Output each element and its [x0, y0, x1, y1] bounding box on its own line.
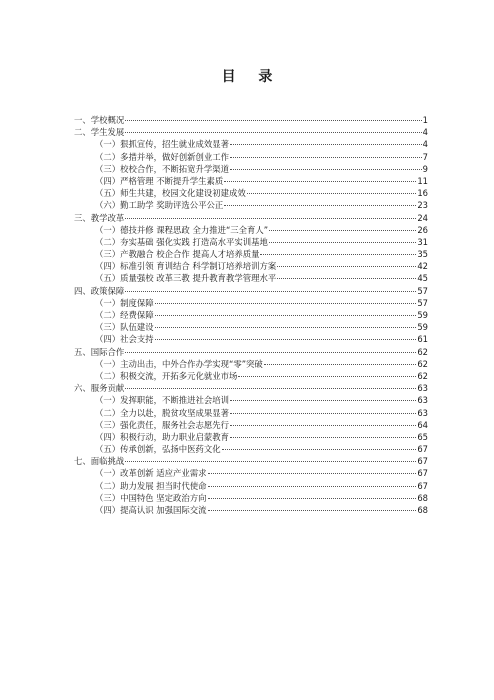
- toc-dot-leader: [125, 120, 421, 121]
- table-of-contents: [74, 114, 428, 516]
- toc-page-number: 65: [417, 431, 428, 442]
- toc-dot-leader: [224, 205, 416, 206]
- toc-page-number: 57: [417, 285, 428, 296]
- toc-subsection-entry[interactable]: [74, 224, 428, 236]
- toc-subsection-entry[interactable]: [74, 467, 428, 479]
- toc-subsection-entry[interactable]: [74, 175, 428, 187]
- toc-page-number: 45: [417, 273, 428, 284]
- toc-entry-label: （四）社会支持: [95, 334, 154, 345]
- toc-dot-leader: [224, 181, 416, 182]
- toc-dot-leader: [155, 303, 417, 304]
- toc-entry-label: （一）狠抓宣传，招生就业成效显著: [95, 139, 229, 150]
- toc-dot-leader: [230, 157, 422, 158]
- toc-entry-label: 二、学生发展: [74, 127, 125, 138]
- toc-subsection-entry[interactable]: [74, 297, 428, 309]
- toc-subsection-entry[interactable]: [74, 333, 428, 345]
- toc-dot-leader: [247, 193, 417, 194]
- toc-page-number: 61: [417, 334, 428, 345]
- toc-page-number: 1: [422, 115, 428, 125]
- toc-dot-leader: [277, 278, 416, 279]
- toc-subsection-entry[interactable]: [74, 504, 428, 516]
- toc-dot-leader: [208, 473, 417, 474]
- toc-page-number: 59: [417, 322, 428, 333]
- toc-page-number: 26: [417, 224, 428, 235]
- toc-entry-label: （三）中国特色 坚定政治方向: [95, 492, 207, 503]
- toc-entry-label: （二）经费保障: [95, 310, 154, 320]
- toc-entry-label: 六、服务贡献: [74, 383, 125, 394]
- toc-subsection-entry[interactable]: [74, 407, 428, 419]
- toc-page-number: 62: [417, 358, 428, 369]
- toc-page-number: 42: [417, 261, 428, 272]
- toc-page-number: 67: [417, 444, 428, 455]
- toc-entry-label: （三）队伍建设: [95, 322, 154, 333]
- toc-dot-leader: [155, 339, 417, 340]
- toc-page-number: 63: [417, 407, 428, 418]
- toc-entry-label: （一）德技并修 课程思政 全力推进“三全育人”: [95, 224, 269, 235]
- toc-dot-leader: [230, 425, 416, 426]
- toc-entry-label: （四）提高认识 加强国际交流: [95, 505, 207, 515]
- toc-entry-label: 一、学校概况: [74, 115, 125, 125]
- toc-entry-label: （四）积极行动，助力职业启蒙教育: [95, 431, 229, 442]
- toc-dot-leader: [155, 327, 417, 328]
- toc-subsection-entry[interactable]: [74, 272, 428, 284]
- toc-dot-leader: [230, 413, 416, 414]
- toc-dot-leader: [208, 498, 417, 499]
- toc-entry-label: （二）夯实基础 强化实践 打造高水平实训基地: [95, 236, 268, 247]
- toc-dot-leader: [238, 376, 416, 377]
- toc-subsection-entry[interactable]: [74, 260, 428, 272]
- toc-subsection-entry[interactable]: [74, 151, 428, 163]
- toc-dot-leader: [264, 364, 417, 365]
- toc-page-number: 63: [417, 395, 428, 406]
- toc-section-entry[interactable]: [74, 346, 428, 358]
- toc-entry-label: （五）传承创新，弘扬中医药文化: [95, 444, 221, 455]
- toc-page-number: 4: [422, 127, 428, 138]
- toc-entry-label: （四）标准引领 育训结合 科学制订培养培训方案: [95, 261, 277, 272]
- toc-dot-leader: [125, 388, 416, 389]
- toc-page-number: 31: [417, 236, 428, 247]
- toc-dot-leader: [230, 169, 422, 170]
- toc-section-entry[interactable]: [74, 382, 428, 394]
- toc-page-number: 64: [417, 419, 428, 430]
- toc-entry-label: （一）制度保障: [95, 297, 154, 308]
- toc-subsection-entry[interactable]: [74, 370, 428, 382]
- toc-page-number: 63: [417, 383, 428, 394]
- toc-dot-leader: [269, 230, 416, 231]
- toc-entry-label: 三、教学改革: [74, 212, 125, 223]
- toc-dot-leader: [125, 218, 416, 219]
- toc-subsection-entry[interactable]: [74, 309, 428, 321]
- toc-entry-label: （六）勤工助学 奖助评选公平公正: [95, 200, 224, 211]
- toc-page-number: 35: [417, 249, 428, 260]
- toc-page-number: 4: [422, 139, 428, 150]
- toc-section-entry[interactable]: [74, 285, 428, 297]
- toc-subsection-entry[interactable]: [74, 358, 428, 370]
- toc-subsection-entry[interactable]: [74, 492, 428, 504]
- toc-dot-leader: [125, 352, 416, 353]
- toc-subsection-entry[interactable]: [74, 419, 428, 431]
- toc-page-number: 68: [417, 505, 428, 515]
- toc-entry-label: 五、国际合作: [74, 346, 125, 357]
- toc-subsection-entry[interactable]: [74, 138, 428, 150]
- toc-entry-label: （五）师生共建，校园文化建设初建成效: [95, 188, 246, 199]
- toc-entry-label: 七、面临挑战: [74, 456, 125, 467]
- toc-page-number: 7: [422, 151, 428, 162]
- toc-dot-leader: [260, 254, 416, 255]
- toc-dot-leader: [155, 315, 417, 316]
- toc-entry-label: （三）强化责任，服务社会志愿先行: [95, 419, 229, 430]
- toc-entry-label: （三）校校合作，不断拓宽升学渠道: [95, 163, 229, 174]
- toc-dot-leader: [230, 144, 422, 145]
- toc-dot-leader: [125, 132, 421, 133]
- toc-entry-label: （五）质量强校 改革三教 提升教育教学管理水平: [95, 273, 277, 284]
- toc-page-number: 23: [417, 200, 428, 211]
- toc-subsection-entry[interactable]: [74, 236, 428, 248]
- toc-page-number: 68: [417, 492, 428, 503]
- toc-subsection-entry[interactable]: [74, 199, 428, 211]
- toc-subsection-entry[interactable]: [74, 187, 428, 199]
- toc-entry-label: （一）发挥职能，不断推进社会培训: [95, 395, 229, 406]
- toc-subsection-entry[interactable]: [74, 431, 428, 443]
- toc-page-number: 11: [417, 175, 428, 186]
- toc-dot-leader: [222, 449, 417, 450]
- toc-subsection-entry[interactable]: [74, 480, 428, 492]
- toc-page-number: 59: [417, 310, 428, 320]
- toc-dot-leader: [277, 266, 416, 267]
- toc-subsection-entry[interactable]: [74, 163, 428, 175]
- toc-entry-label: （二）助力发展 担当时代使命: [95, 480, 207, 491]
- toc-dot-leader: [125, 291, 416, 292]
- toc-section-entry[interactable]: [74, 114, 428, 126]
- toc-page-number: 67: [417, 456, 428, 467]
- toc-page-number: 24: [417, 212, 428, 223]
- toc-dot-leader: [208, 510, 417, 511]
- toc-subsection-entry[interactable]: [74, 394, 428, 406]
- toc-entry-label: （二）积极交流，开拓多元化就业市场: [95, 370, 238, 381]
- toc-entry-label: 四、政策保障: [74, 285, 125, 296]
- toc-entry-label: （一）主动出击，中外合作办学实现“零”突破: [95, 358, 263, 369]
- toc-page-number: 67: [417, 480, 428, 491]
- toc-dot-leader: [208, 486, 417, 487]
- toc-dot-leader: [230, 437, 416, 438]
- toc-subsection-entry[interactable]: [74, 443, 428, 455]
- toc-dot-leader: [269, 242, 417, 243]
- toc-entry-label: （三）产教融合 校企合作 提高人才培养质量: [95, 249, 260, 260]
- toc-page-number: 57: [417, 297, 428, 308]
- toc-section-entry[interactable]: [74, 126, 428, 138]
- toc-entry-label: （四）严格管理 不断提升学生素质: [95, 175, 224, 186]
- toc-entry-label: （一）改革创新 适应产业需求: [95, 468, 207, 479]
- toc-page-number: 16: [417, 188, 428, 199]
- toc-page-number: 62: [417, 370, 428, 381]
- toc-entry-label: （二）全力以赴，脱贫攻坚成果显著: [95, 407, 229, 418]
- toc-dot-leader: [125, 461, 416, 462]
- toc-subsection-entry[interactable]: [74, 321, 428, 333]
- toc-title: 目 录: [221, 69, 282, 85]
- toc-page-number: 9: [422, 163, 428, 174]
- toc-page-number: 62: [417, 346, 428, 357]
- toc-subsection-entry[interactable]: [74, 248, 428, 260]
- toc-dot-leader: [230, 400, 416, 401]
- toc-section-entry[interactable]: [74, 212, 428, 224]
- toc-page-number: 67: [417, 468, 428, 479]
- toc-section-entry[interactable]: [74, 455, 428, 467]
- toc-entry-label: （二）多措并举，做好创新创业工作: [95, 151, 229, 162]
